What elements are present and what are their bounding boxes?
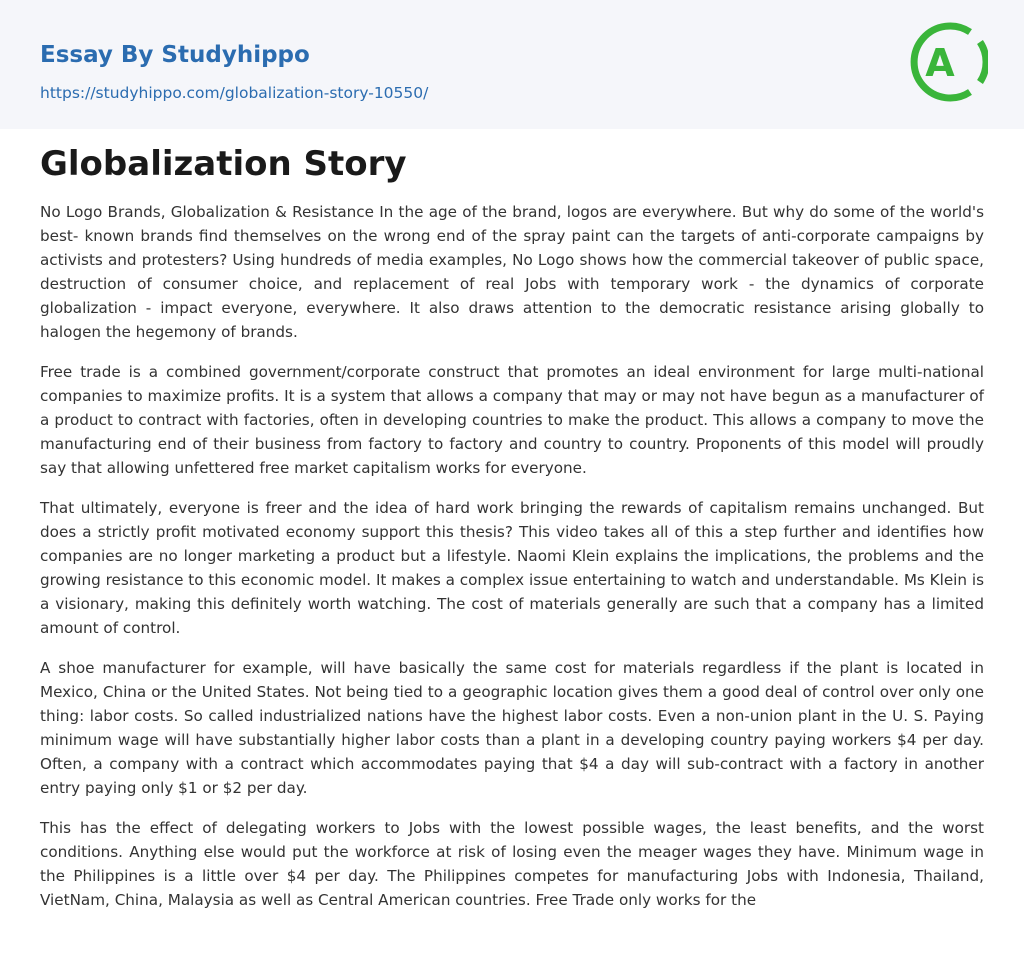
essay-paragraph: That ultimately, everyone is freer and the idea of hard work bringing the rewards of capitalism remains unchanged. But does a strictly profit motivated economy support this thesis? This video takes all of this a step further and identifies how companies are no longer marketing a product but a lifestyle. Naomi Klein explains the implications, the problems and the growing resistance to this economic model. It makes a complex issue entertaining to watch and understandable. Ms Klein is a visionary, making this definitely worth watching. The cost of materials generally are such that a company has a limited amount of control. — [40, 499, 984, 637]
essay-paragraph: No Logo Brands, Globalization & Resistance In the age of the brand, logos are everywhere. But why do some of the world's best- known brands find themselves on the wrong end of the spray paint can the targets of anti-corporate campaigns by activists and protesters? Using hundreds of media examples, No Logo shows how the commercial takeover of public space, destruction of consumer choice, and replacement of real Jobs with temporary work - the dynamics of corporate globalization - impact everyone, everywhere. It also draws attention to the democratic resistance arising globally to halogen the hegemony of brands. — [40, 203, 984, 341]
essay-paragraph: A shoe manufacturer for example, will have basically the same cost for materials regardless if the plant is located in Mexico, China or the United States. Not being tied to a geographic location gives them a good deal of control over only one thing: labor costs. So called industrialized nations have the highest labor costs. Even a non-union plant in the U. S. Paying minimum wage will have substantially higher labor costs than a plant in a developing country paying workers $4 per day. Often, a company with a contract which accommodates paying that $4 a day will sub-contract with a factory in another entry paying only $1 or $2 per day. — [40, 659, 984, 797]
essay-title: Globalization Story — [40, 144, 407, 184]
essay-body — [40, 200, 984, 928]
essay-paragraph: Free trade is a combined government/corporate construct that promotes an ideal environment for large multi-national companies to maximize profits. It is a system that allows a company that may or may not have begun as a manufacturer of a product to contract with factories, often in developing countries to make the product. This allows a company to move the manufacturing end of their business from factory to factory and country to country. Proponents of this model will proudly say that allowing unfettered free market capitalism works for everyone. — [40, 363, 984, 477]
essay-paragraph: This has the effect of delegating workers to Jobs with the lowest possible wages, the least benefits, and the worst conditions. Anything else would put the workforce at risk of losing even the meager wages they have. Minimum wage in the Philippines is a little over $4 per day. The Philippines competes for manufacturing Jobs with Indonesia, Thailand, VietNam, China, Malaysia as well as Central American countries. Free Trade only works for the — [40, 819, 984, 909]
site-brand[interactable]: Essay By Studyhippo — [40, 42, 310, 68]
essay-url-link[interactable]: https://studyhippo.com/globalization-story-10550/ — [40, 84, 429, 102]
studyhippo-logo-icon[interactable] — [908, 18, 988, 106]
site-header — [0, 0, 1024, 129]
logo-letter: A — [925, 41, 955, 85]
